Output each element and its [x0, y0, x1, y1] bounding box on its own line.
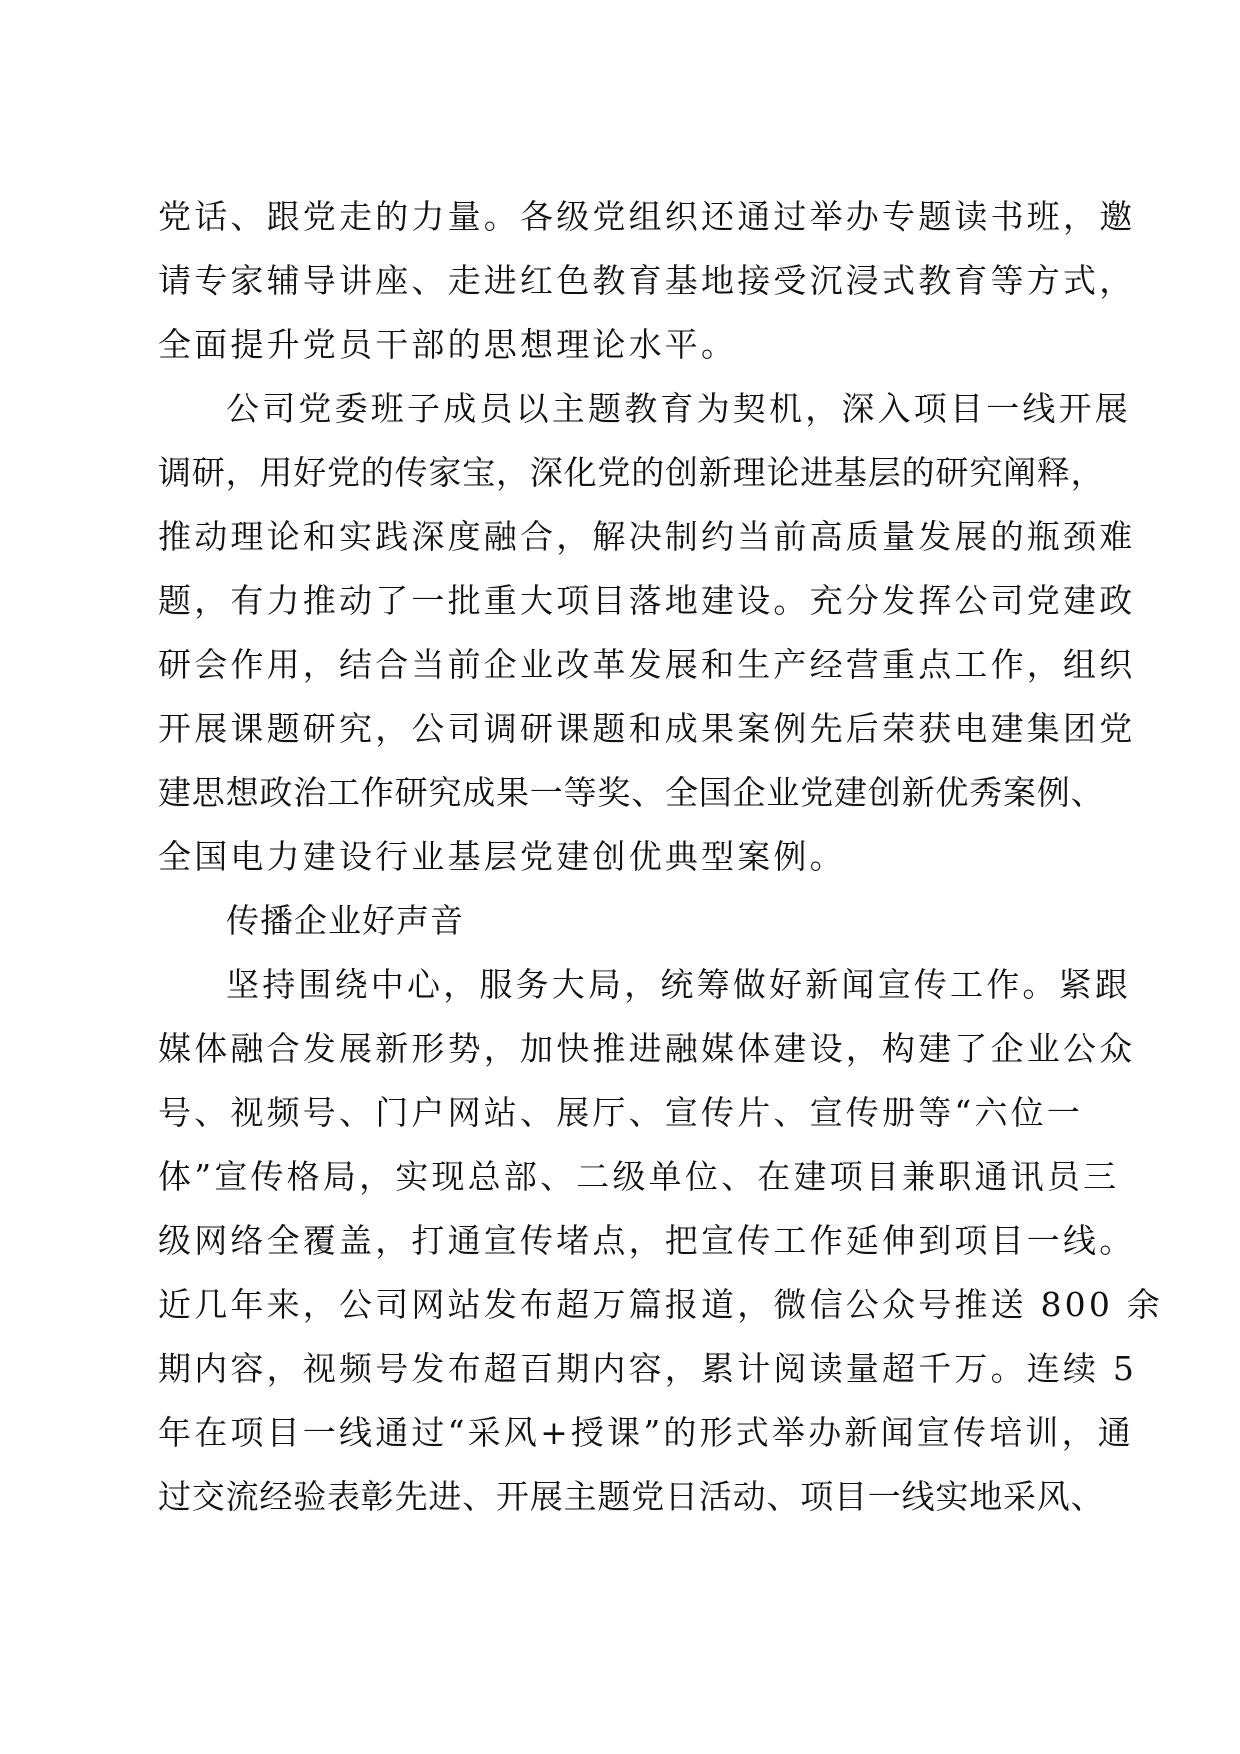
text-line: 开展课题研究，公司调研课题和成果案例先后荣获电建集团党 [158, 709, 1136, 748]
paragraph [158, 377, 1136, 889]
text-line: 期内容，视频号发布超百期内容，累计阅读量超千万。连续 5 [158, 1349, 1138, 1388]
text-line: 级网络全覆盖，打通宣传堵点，把宣传工作延伸到项目一线。 [158, 1221, 1136, 1260]
document-body [158, 185, 1163, 1529]
text-line: 号、视频号、门户网站、展厅、宣传片、宣传册等“六位一 [158, 1093, 1084, 1132]
text-line: 近几年来，公司网站发布超万篇报道，微信公众号推送 800 余 [158, 1285, 1163, 1324]
text-line: 全面提升党员干部的思想理论水平。 [158, 325, 738, 364]
text-line: 年在项目一线通过“采风+授课”的形式举办新闻宣传培训，通 [158, 1413, 1134, 1452]
text-line: 建思想政治工作研究成果一等奖、全国企业党建创新优秀案例、 [158, 773, 1105, 812]
text-line: 坚持围绕中心，服务大局，统筹做好新闻宣传工作。紧跟 [226, 965, 1131, 1004]
text-line: 公司党委班子成员以主题教育为契机，深入项目一线开展 [226, 389, 1131, 428]
section-heading: 传播企业好声音 [226, 901, 464, 940]
text-line: 体”宣传格局，实现总部、二级单位、在建项目兼职通讯员三 [158, 1157, 1120, 1196]
text-line: 过交流经验表彰先进、开展主题党日活动、项目一线实地采风、 [158, 1477, 1105, 1516]
text-line: 媒体融合发展新形势，加快推进融媒体建设，构建了企业公众 [158, 1029, 1136, 1068]
text-line: 党话、跟党走的力量。各级党组织还通过举办专题读书班，邀 [158, 197, 1136, 236]
text-line: 全国电力建设行业基层党建创优典型案例。 [158, 837, 846, 876]
text-line: 请专家辅导讲座、走进红色教育基地接受沉浸式教育等方式， [158, 261, 1136, 300]
text-line: 调研，用好党的传家宝，深化党的创新理论进基层的研究阐释， [158, 453, 1105, 492]
text-line: 推动理论和实践深度融合，解决制约当前高质量发展的瓶颈难 [158, 517, 1136, 556]
text-line: 题，有力推动了一批重大项目落地建设。充分发挥公司党建政 [158, 581, 1136, 620]
paragraph-continued [158, 185, 1136, 377]
text-line: 研会作用，结合当前企业改革发展和生产经营重点工作，组织 [158, 645, 1136, 684]
paragraph [158, 953, 1163, 1529]
